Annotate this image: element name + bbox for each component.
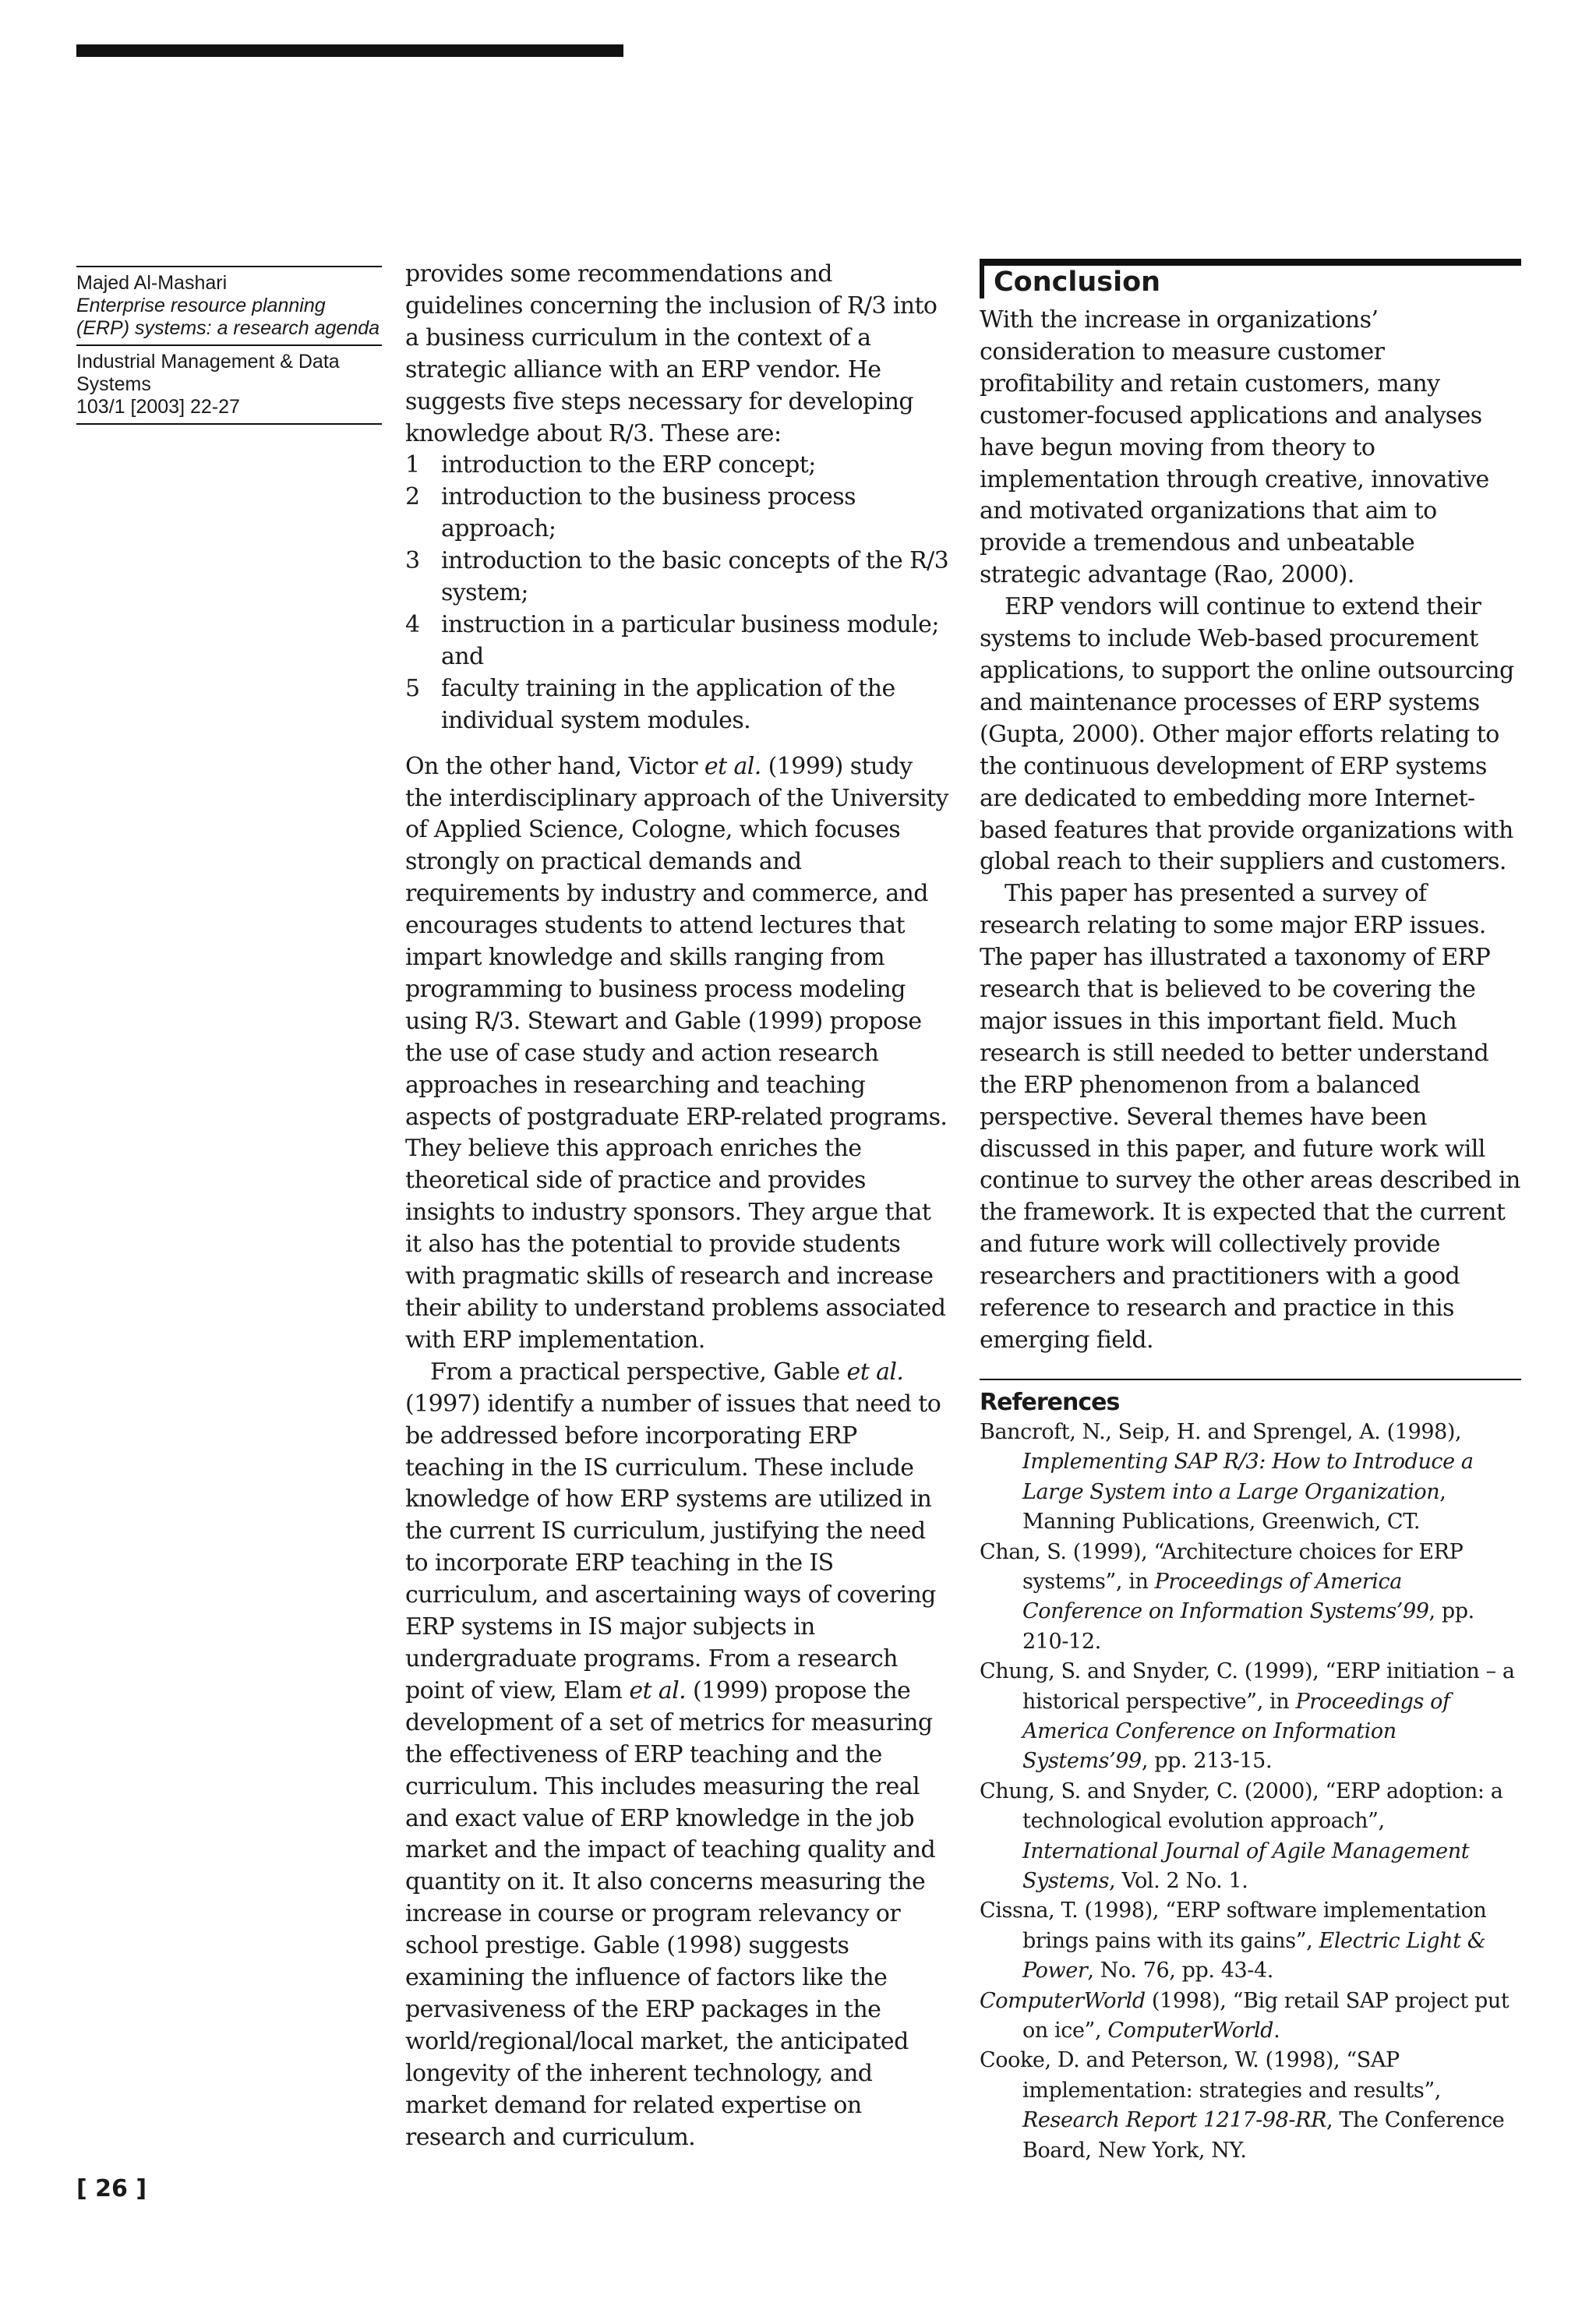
reference-item: Cissna, T. (1998), “ERP software implementation brings pains with its gains”, Electric Light & Power, No. 76, pp. 43-4. (980, 1899, 1487, 1983)
steps-list (405, 450, 951, 736)
paragraph-intro: provides some recommendations and guidelines concerning the inclusion of R/3 into a business curriculum in the context of a strategic alliance with an ERP vendor. He suggests five steps necessary for developing knowledge about R/3. These are: (405, 260, 937, 447)
running-head-journal (76, 344, 382, 425)
middle-column (405, 259, 951, 2153)
reference-item: Chung, S. and Snyder, C. (2000), “ERP adoption: a technological evolution approach”, International Journal of Agile Management Systems, Vol. 2 No. 1. (980, 1778, 1503, 1893)
list-item: 5 faculty training in the application of the individual system modules. (405, 674, 895, 734)
paragraph-victor: On the other hand, Victor et al. (1999) study the interdisciplinary approach of the University of Applied Science, Cologne, which focuses strongly on practical demands and requirements by industry and commerce, and encourages students to attend lectures that impart knowledge and skills ranging from programming to business process modeling using R/3. Stewart and Gable (1999) propose the use of case study and action research approaches in researching and teaching aspects of postgraduate ERP-related programs. They believe this approach enriches the theoretical side of practice and provides insights to industry sponsors. They argue that it also has the potential to provide students with pragmatic skills of research and increase their ability to understand problems associated with ERP implementation. (405, 752, 948, 1354)
reference-item: Chung, S. and Snyder, C. (1999), “ERP initiation – a historical perspective”, in Proceedings of America Conference on Information Systems’99, pp. 213-15. (980, 1659, 1515, 1774)
references-rule (980, 1379, 1521, 1380)
reference-item: Bancroft, N., Seip, H. and Sprengel, A. (1998), Implementing SAP R/3: How to Introduce a Large System into a Large Organization, Manning Publications, Greenwich, CT. (980, 1419, 1474, 1535)
header-rule (76, 44, 623, 57)
reference-item: ComputerWorld (1998), “Big retail SAP project put on ice”, ComputerWorld. (980, 1988, 1509, 2043)
running-head (76, 266, 382, 425)
page-number: [ 26 ] (76, 2175, 147, 2202)
article-title: Enterprise resource planning (ERP) systems: a research agenda (76, 295, 380, 339)
paragraph-gable: From a practical perspective, Gable et al. (1997) identify a number of issues that need to be addressed before incorporating ERP teaching in the IS curriculum. These include knowledge of how ERP systems are utilized in the current IS curriculum, justifying the need to incorporate ERP teaching in the IS curriculum, and ascertaining ways of covering ERP systems in IS major subjects in undergraduate programs. From a research point of view, Elam et al. (1999) propose the development of a set of metrics for measuring the effectiveness of ERP teaching and the curriculum. This includes measuring the real and exact value of ERP knowledge in the job market and the impact of teaching quality and quantity on it. It also concerns measuring the increase in course or program relevancy or school prestige. Gable (1998) suggests examining the influence of factors like the pervasiveness of the ERP packages in the world/regional/local market, the anticipated longevity of the inherent technology, and market demand for related expertise on research and curriculum. (405, 1358, 941, 2151)
author-name: Majed Al-Mashari (76, 272, 228, 294)
list-item: 4 instruction in a particular business module; and (405, 610, 939, 670)
list-item: 1 introduction to the ERP concept; (405, 451, 816, 479)
reference-item: Cooke, D. and Peterson, W. (1998), “SAP implementation: strategies and results”, Research Report 1217-98-RR, The Conference Board, New York, NY. (980, 2048, 1505, 2163)
conclusion-heading: Conclusion (980, 259, 1521, 298)
conclusion-paragraph-1: With the increase in organizations’ consideration to measure customer profitability and retain customers, many customer-focused applications and analyses have begun moving from theory to implementation through creative, innovative and motivated organizations that aim to provide a tremendous and unbeatable strategic advantage (Rao, 2000). (980, 306, 1489, 589)
references-heading: References (980, 1388, 1120, 1416)
running-head-article (76, 266, 382, 344)
right-column (980, 259, 1521, 2166)
list-item: 2 introduction to the business process approach; (405, 483, 856, 543)
journal-citation: 103/1 [2003] 22-27 (76, 396, 240, 418)
conclusion-paragraph-3: This paper has presented a survey of research relating to some major ERP issues. The paper has illustrated a taxonomy of ERP research that is believed to be covering the major issues in this important field. Much research is still needed to better understand the ERP phenomenon from a balanced perspective. Several themes have been discussed in this paper, and future work will continue to survey the other areas described in the framework. It is expected that the current and future work will collectively provide researchers and practitioners with a good reference to research and practice in this emerging field. (980, 880, 1520, 1354)
list-item: 3 introduction to the basic concepts of the R/3 system; (405, 547, 949, 607)
journal-name: Industrial Management & Data Systems (76, 351, 340, 395)
references-list (980, 1418, 1521, 2166)
conclusion-paragraph-2: ERP vendors will continue to extend their systems to include Web-based procurement applications, to support the online outsourcing and maintenance processes of ERP systems (Gupta, 2000). Other major efforts relating to the continuous development of ERP systems are dedicated to embedding more Internet-based features that provide organizations with global reach to their suppliers and customers. (980, 593, 1514, 876)
reference-item: Chan, S. (1999), “Architecture choices for ERP systems”, in Proceedings of America Conference on Information Systems’99, pp. 210-12. (980, 1539, 1474, 1654)
